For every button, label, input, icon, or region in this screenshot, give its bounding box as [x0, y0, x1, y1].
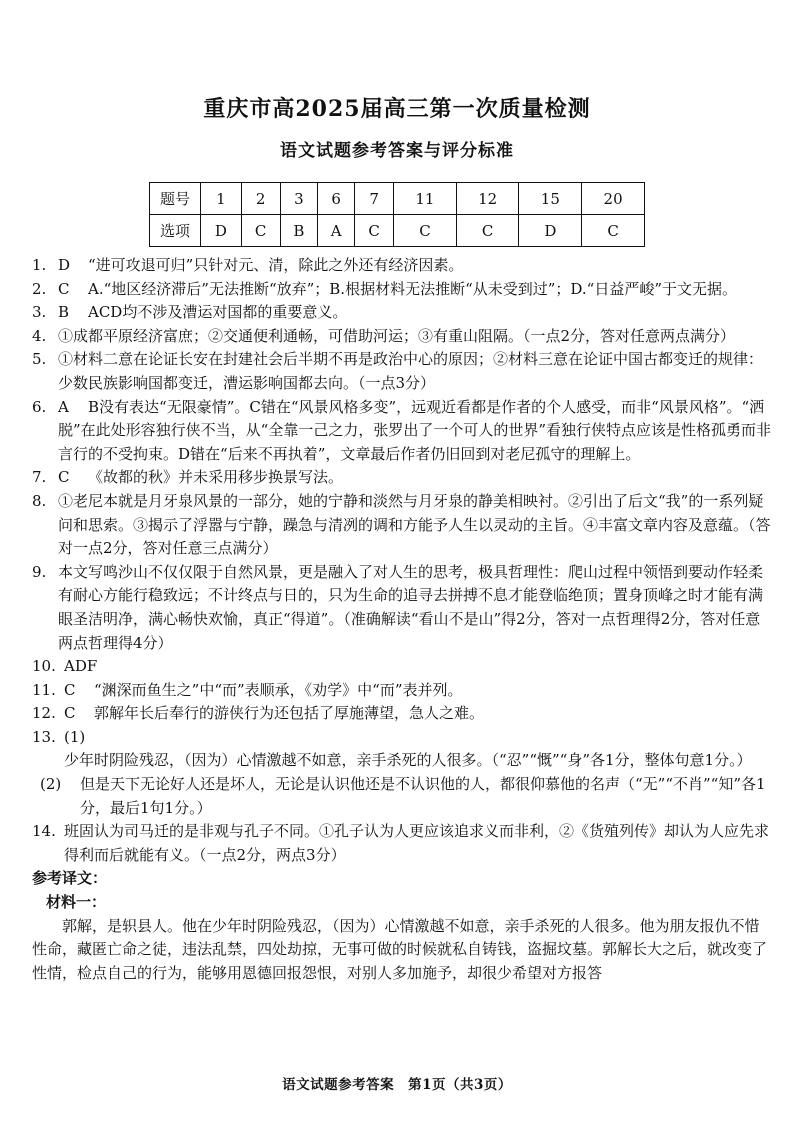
table-cell: C — [456, 215, 519, 247]
item-text: ADF — [64, 657, 98, 676]
answer-item-9 — [32, 561, 772, 655]
sub-item-number: (2) — [40, 775, 62, 794]
item-text: ①成都平原经济富庶；②交通便利通畅，可借助河运；③有重山阻隔。（一点2分，答对任意两点满分） — [58, 326, 736, 345]
item-text: “进可攻退可归”只针对元、清，除此之外还有经济因素。 — [88, 256, 464, 274]
item-number: 1. — [32, 256, 47, 274]
item-letter: C — [58, 279, 70, 298]
translation-paragraph: 郭解，是轵县人。他在少年时阴险残忍，（因为）心情激越不如意，亲手杀死的人很多。他为朋友报仇不惜性命，藏匿亡命之徒，违法乱禁，四处劫掠，无事可做的时候就私自铸钱，盗掘坟墓。郭解长大之后，就改变了性情，检点自己的行为，能够用恩德回报怨恨，对别人多加施予，却很少希望对方报答 — [32, 916, 768, 982]
row-label-number: 题号 — [150, 183, 201, 215]
item-number: 14. — [32, 822, 56, 841]
item-letter: D — [58, 256, 71, 274]
table-cell: 1 — [201, 183, 242, 215]
table-cell: C — [582, 215, 645, 247]
item-number: 10. — [32, 657, 56, 676]
answer-item-4 — [32, 325, 772, 349]
answer-item-3 — [32, 301, 772, 325]
sub-item-number: (1) — [64, 727, 86, 746]
page-title: 重庆市高2025届高三第一次质量检测 — [203, 96, 591, 122]
item-number: 6. — [32, 397, 47, 416]
table-cell: 15 — [519, 183, 582, 215]
item-text: 郭解年长后奉行的游侠行为还包括了厚施薄望，急人之难。 — [94, 704, 485, 723]
answer-item-2 — [32, 278, 772, 302]
item-text: A.“地区经济滞后”无法推断“放弃”；B.根据材料无法推断“从未受到过”；D.“日益严峻”于文无据。 — [88, 279, 738, 298]
table-cell: D — [201, 215, 242, 247]
page-footer: 语文试题参考答案 第1页（共3页） — [282, 1077, 512, 1093]
item-number: 11. — [32, 680, 56, 699]
item-text: B没有表达“无限豪情”。C错在“风景风格多变”，远观近看都是作者的个人感受，而非“风景风格”。“洒脱”在此处形容独行侠不当，从“全靠一己之力，张罗出了一个可人的世界”看独行侠特点应该是性格孤勇而非言行的不受拘束。D错在“后来不再执着”，文章最后作者仍旧回到对老尼孤守的理解上。 — [58, 397, 772, 463]
item-number: 3. — [32, 303, 47, 322]
sub-item-text: 但是天下无论好人还是坏人，无论是认识他还是不认识他的人，都很仰慕他的名声（“无”“不肖”“知”各1分，最后1句1分。） — [80, 775, 766, 817]
answer-item-13-part2 — [32, 773, 772, 820]
page-subtitle: 语文试题参考答案与评分标准 — [280, 141, 514, 161]
answer-item-8 — [32, 490, 772, 561]
row-label-option: 选项 — [150, 215, 201, 247]
item-text: 本文写鸣沙山不仅仅限于自然风景，更是融入了对人生的思考，极具哲理性：爬山过程中领悟到要动作轻柔有耐心方能行稳致远；不计终点与日的，只为生命的追寻去拼搏不息才能登临绝顶；置身顶峰之时才能有满眼圣洁明净，满心畅快欢愉，真正“得道”。（准确解读“看山不是山”得2分，答对一点哲理得2分，答对任意两点哲理得4分） — [58, 562, 764, 652]
answer-table — [149, 182, 645, 247]
table-cell: C — [394, 215, 457, 247]
item-text: 班固认为司马迁的是非观与孔子不同。①孔子认为人更应该追求义而非利，②《货殖列传》却认为人应先求得利而后就能有义。（一点2分，两点3分） — [64, 822, 770, 864]
item-text: ①材料二意在论证长安在封建社会后半期不再是政治中心的原因；②材料三意在论证中国古都变迁的规律：少数民族影响国都变迁，漕运影响国都去向。（一点3分） — [58, 350, 764, 392]
item-number: 7. — [32, 468, 47, 487]
item-text: ①老尼本就是月牙泉风景的一部分，她的宁静和淡然与月牙泉的静美相映衬。②引出了后文“我”的一系列疑问和思索。③揭示了浮嚣与宁静，躁急与清冽的调和方能予人生以灵动的主旨。④丰富文章内容及意蕴。（答对一点2分，答对任意三点满分） — [58, 491, 771, 558]
table-cell: 20 — [582, 183, 645, 215]
table-cell: 11 — [394, 183, 457, 215]
table-cell: 6 — [318, 183, 355, 215]
answer-option-row — [150, 215, 645, 247]
item-letter: C — [64, 680, 76, 699]
item-number: 12. — [32, 704, 56, 723]
table-cell: C — [241, 215, 280, 247]
item-text: “渊深而鱼生之”中“而”表顺承，《劝学》中“而”表并列。 — [94, 680, 463, 699]
answer-item-14 — [32, 820, 772, 867]
item-number: 13. — [32, 727, 56, 746]
answer-item-13 — [32, 726, 772, 773]
table-cell: C — [355, 215, 394, 247]
table-cell: B — [280, 215, 318, 247]
answer-item-10 — [32, 655, 772, 679]
item-number: 9. — [32, 562, 47, 581]
item-text: ACD均不涉及漕运对国都的重要意义。 — [88, 303, 348, 322]
table-cell: D — [519, 215, 582, 247]
answer-item-5 — [32, 348, 772, 395]
item-letter: C — [64, 704, 76, 723]
answer-item-6 — [32, 396, 772, 467]
item-number: 5. — [32, 350, 47, 369]
table-cell: 2 — [241, 183, 280, 215]
item-number: 8. — [32, 491, 47, 510]
item-text: 《故都的秋》并未采用移步换景写法。 — [88, 468, 344, 487]
table-cell: A — [318, 215, 355, 247]
translation-heading: 参考译文： — [32, 869, 108, 888]
answer-item-11 — [32, 679, 772, 703]
item-letter: A — [58, 397, 69, 416]
table-cell: 3 — [280, 183, 318, 215]
sub-item-text: 少年时阴险残忍，（因为）心情激越不如意，亲手杀死的人很多。（“忍”“慨”“身”各1分，整体句意1分。） — [64, 751, 752, 770]
material-heading: 材料一： — [46, 893, 107, 912]
answer-item-12 — [32, 702, 772, 726]
item-letter: B — [58, 303, 70, 322]
answer-explanations — [32, 254, 772, 985]
table-cell: 12 — [456, 183, 519, 215]
table-cell: 7 — [355, 183, 394, 215]
question-number-row — [150, 183, 645, 215]
answer-item-1 — [32, 254, 772, 278]
item-letter: C — [58, 468, 70, 487]
item-number: 4. — [32, 326, 47, 345]
item-number: 2. — [32, 279, 47, 298]
answer-item-7 — [32, 466, 772, 490]
